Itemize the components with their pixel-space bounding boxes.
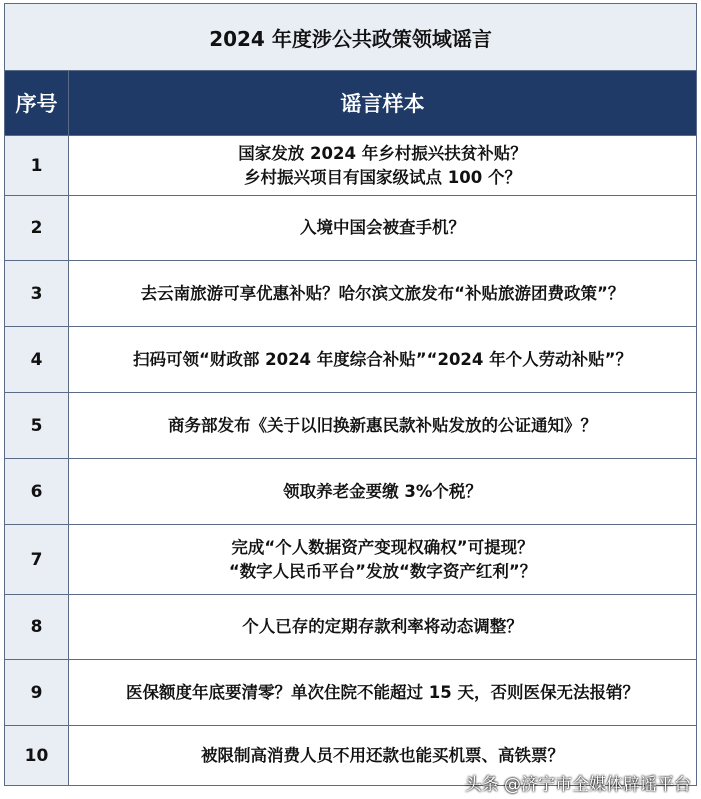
row-text-line: 领取养老金要缴 3%个税？ <box>283 481 482 501</box>
row-text-line: 乡村振兴项目有国家级试点 100 个？ <box>244 167 521 187</box>
row-text-line: 商务部发布《关于以旧换新惠民款补贴发放的公证通知》？ <box>168 415 597 435</box>
row-text <box>69 660 697 726</box>
header-index: 序号 <box>5 71 69 136</box>
row-text-line: 入境中国会被查手机？ <box>300 218 465 237</box>
row-text-line: 完成“个人数据资产变现权确权”可提现？ <box>231 537 534 557</box>
table-row <box>5 525 697 595</box>
row-text-line: 医保额度年底要清零？单次住院不能超过 15 天，否则医保无法报销？ <box>126 682 639 702</box>
row-text <box>69 136 697 196</box>
row-text-line: 国家发放 2024 年乡村振兴扶贫补贴？ <box>238 143 527 163</box>
row-index: 9 <box>5 660 69 726</box>
header-row <box>5 71 697 136</box>
row-index: 4 <box>5 327 69 393</box>
row-index: 1 <box>5 136 69 196</box>
table-row <box>5 393 697 459</box>
rumor-table <box>4 3 697 786</box>
header-sample: 谣言样本 <box>69 71 697 136</box>
table-row <box>5 595 697 660</box>
watermark: 头条 @济宁市全媒体辟谣平台 <box>464 775 691 795</box>
title-row <box>5 4 697 71</box>
row-text <box>69 459 697 525</box>
row-index: 6 <box>5 459 69 525</box>
table-row <box>5 136 697 196</box>
row-text <box>69 327 697 393</box>
table-row <box>5 660 697 726</box>
row-text <box>69 196 697 261</box>
table-title: 2024 年度涉公共政策领域谣言 <box>5 4 697 71</box>
row-index: 2 <box>5 196 69 261</box>
row-text <box>69 595 697 660</box>
table-row <box>5 196 697 261</box>
row-index: 3 <box>5 261 69 327</box>
row-index: 5 <box>5 393 69 459</box>
row-text <box>69 525 697 595</box>
row-text-line: 被限制高消费人员不用还款也能买机票、高铁票？ <box>201 745 564 765</box>
row-index: 7 <box>5 525 69 595</box>
row-index: 8 <box>5 595 69 660</box>
row-text-line: 扫码可领“财政部 2024 年度综合补贴”“2024 年个人劳动补贴”？ <box>133 349 632 369</box>
table-row <box>5 327 697 393</box>
table-row <box>5 261 697 327</box>
row-text-line: “数字人民币平台”发放“数字资产红利”？ <box>228 561 537 581</box>
table-row <box>5 459 697 525</box>
row-text-line: 去云南旅游可享优惠补贴？哈尔滨文旅发布“补贴旅游团费政策”？ <box>140 283 625 303</box>
row-text <box>69 261 697 327</box>
row-index: 10 <box>5 726 69 786</box>
row-text <box>69 393 697 459</box>
row-text-line: 个人已存的定期存款利率将动态调整？ <box>242 617 523 636</box>
